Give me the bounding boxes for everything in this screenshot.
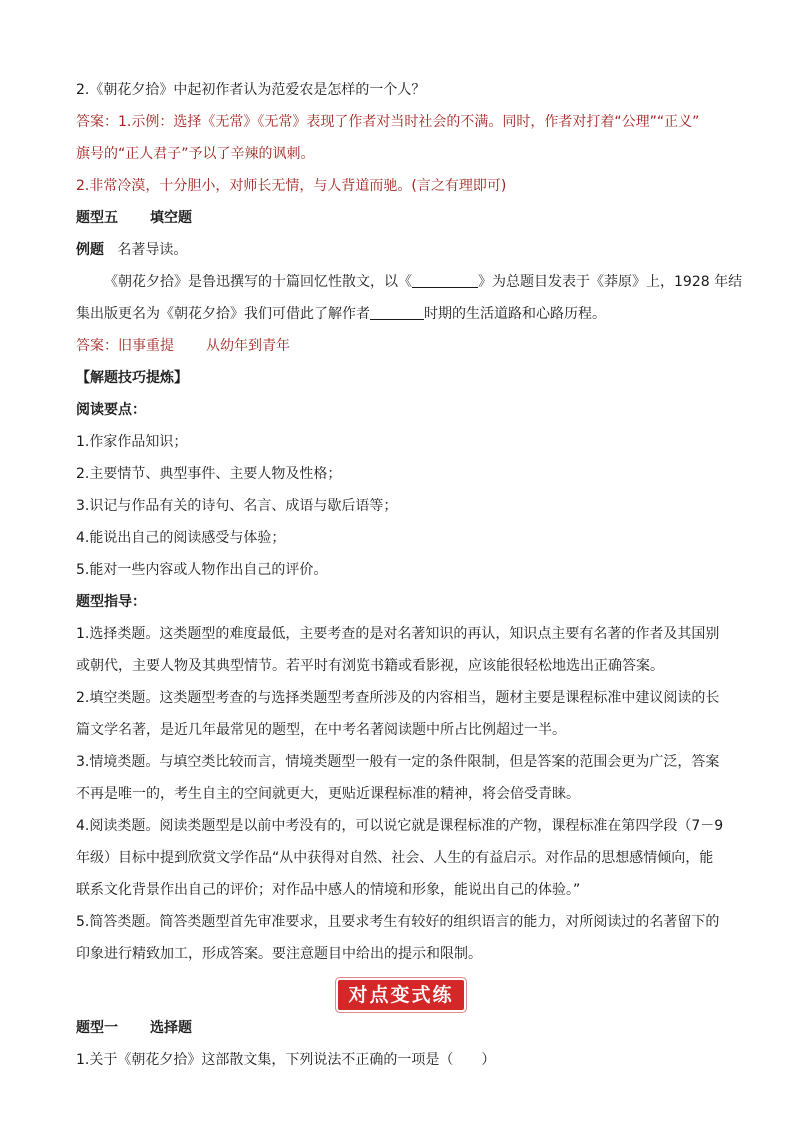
reading-heading: 阅读要点： [76, 402, 146, 418]
example-label: 例题 [76, 242, 104, 258]
fill-paragraph-line-1 [76, 272, 743, 292]
guide-line: 不再是唯一的，考生自主的空间就更大，更贴近课程标准的精神，将会倍受青睐。 [76, 786, 580, 802]
example-line [76, 240, 726, 260]
guide-line: 4.阅读类题。阅读类题型是以前中考没有的，可以说它就是课程标准的产物，课程标准在第四学段（7－9 [76, 818, 724, 834]
guide-line: 年级）目标中提到欣赏文学作品“从中获得对自然、社会、人生的有益启示。对作品的思想感情倾向，能 [76, 850, 714, 866]
reading-point: 5.能对一些内容或人物作出自己的评价。 [76, 562, 328, 578]
section-1-label: 题型一 [76, 1020, 118, 1036]
tips-heading: 【解题技巧提炼】 [76, 370, 188, 386]
question-1: 1.关于《朝花夕拾》这部散文集，下列说法不正确的一项是（ ） [76, 1052, 496, 1068]
guide-line: 3.情境类题。与填空类比较而言，情境类题型一般有一定的条件限制，但是答案的范围会更为广泛，答案 [76, 754, 720, 770]
example-text: 名著导读。 [117, 242, 188, 258]
fill-paragraph-line-2 [76, 304, 726, 324]
section-1-title: 选择题 [150, 1020, 192, 1036]
guide-line: 联系文化背景作出自己的评价；对作品中感人的情境和形象，能说出自己的体验。” [76, 882, 581, 898]
fill-answer-a: 答案：旧事重提 [76, 338, 174, 354]
fill-answer [76, 336, 726, 356]
fill-blank-2 [370, 305, 424, 320]
fill-text-2b: 时期的生活道路和心路历程。 [424, 306, 606, 322]
reading-point: 1.作家作品知识； [76, 434, 188, 450]
fill-blank-1 [412, 273, 478, 288]
section-5-heading [76, 208, 726, 228]
fill-text-1a: 《朝花夕拾》是鲁迅撰写的十篇回忆性散文，以《 [104, 274, 412, 290]
section-5-label: 题型五 [76, 210, 118, 226]
fill-text-1b: 》为总题目发表于《莽原》上，1928 年结 [478, 274, 743, 290]
guide-line: 1.选择类题。这类题型的难度最低，主要考查的是对名著知识的再认，知识点主要有名著的作者及其国别 [76, 626, 720, 642]
reading-point: 2.主要情节、典型事件、主要人物及性格； [76, 466, 342, 482]
answer-line-3: 2.非常冷漠，十分胆小，对师长无情，与人背道而驰。(言之有理即可) [76, 178, 507, 194]
reading-point: 3.识记与作品有关的诗句、名言、成语与歇后语等； [76, 498, 398, 514]
section-1-heading [76, 1018, 726, 1038]
practice-banner: 对点变式练 [338, 980, 463, 1010]
question-2: 2.《朝花夕拾》中起初作者认为范爱农是怎样的一个人？ [76, 82, 426, 98]
section-5-title: 填空题 [150, 210, 192, 226]
guide-heading: 题型指导： [76, 594, 146, 610]
answer-line-2: 旗号的“正人君子”予以了辛辣的讽刺。 [76, 146, 315, 162]
guide-line: 印象进行精致加工，形成答案。要注意题目中给出的提示和限制。 [76, 946, 482, 962]
guide-line: 篇文学名著，是近几年最常见的题型，在中考名著阅读题中所占比例超过一半。 [76, 722, 566, 738]
document-page [76, 80, 743, 1070]
fill-answer-b: 从幼年到青年 [206, 338, 290, 354]
fill-text-2a: 集出版更名为《朝花夕拾》我们可借此了解作者 [76, 306, 370, 322]
guide-line: 5.简答类题。简答类题型首先审准要求，且要求考生有较好的组织语言的能力，对所阅读过的名著留下的 [76, 914, 720, 930]
answer-line-1: 答案：1.示例：选择《无常》《无常》表现了作者对当时社会的不满。同时，作者对打着“公理”“正义” [76, 114, 700, 130]
guide-line: 2.填空类题。这类题型考查的与选择类题型考查所涉及的内容相当，题材主要是课程标准中建议阅读的长 [76, 690, 720, 706]
reading-point: 4.能说出自己的阅读感受与体验； [76, 530, 286, 546]
practice-banner-wrap [76, 980, 726, 1010]
guide-line: 或朝代，主要人物及其典型情节。若平时有浏览书籍或看影视，应该能很轻松地选出正确答案。 [76, 658, 664, 674]
